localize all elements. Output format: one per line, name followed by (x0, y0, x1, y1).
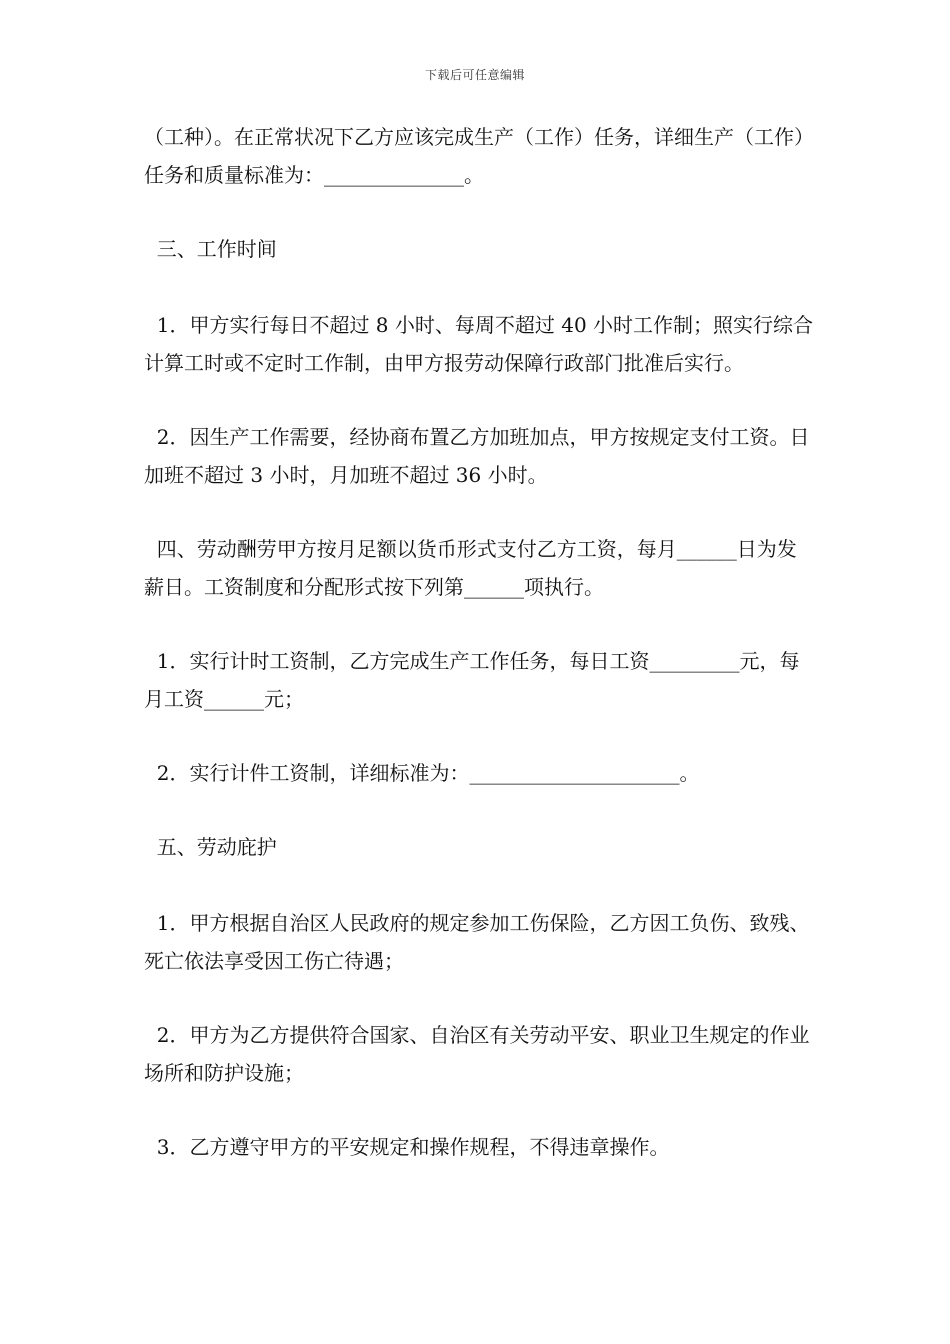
paragraph-protection-1: 1．甲方根据自治区人民政府的规定参加工伤保险，乙方因工负伤、致残、死亡依法享受因工伤亡待遇； (144, 911, 810, 973)
section-heading-work-hours: 三、工作时间 (144, 237, 277, 261)
section-heading-labor-protection: 五、劳动庇护 (144, 835, 277, 859)
paragraph-work-hours-1: 1．甲方实行每日不超过 8 小时、每周不超过 40 小时工作制；照实行综合计算工时或不定时工作制，由甲方报劳动保障行政部门批准后实行。 (144, 313, 814, 375)
paragraph-remuneration-1: 1．实行计时工资制，乙方完成生产工作任务，每日工资_________元，每月工资______元； (144, 649, 800, 711)
paragraph-work-hours-2: 2．因生产工作需要，经协商布置乙方加班加点，甲方按规定支付工资。日加班不超过 3 小时，月加班不超过 36 小时。 (144, 425, 810, 487)
paragraph-work-task: （工种）。在正常状况下乙方应该完成生产（工作）任务，详细生产（工作）任务和质量标准为：______________。 (144, 125, 814, 187)
page-header-note: 下载后可任意编辑 (424, 68, 525, 82)
section-paragraph-remuneration: 四、劳动酬劳甲方按月足额以货币形式支付乙方工资，每月______日为发薪日。工资制度和分配形式按下列第______项执行。 (144, 537, 797, 599)
paragraph-protection-2: 2．甲方为乙方提供符合国家、自治区有关劳动平安、职业卫生规定的作业场所和防护设施； (144, 1023, 810, 1085)
document-body (144, 118, 816, 1202)
paragraph-protection-3: 3．乙方遵守甲方的平安规定和操作规程，不得违章操作。 (144, 1135, 670, 1159)
paragraph-remuneration-2: 2．实行计件工资制，详细标准为：_____________________。 (144, 761, 700, 785)
